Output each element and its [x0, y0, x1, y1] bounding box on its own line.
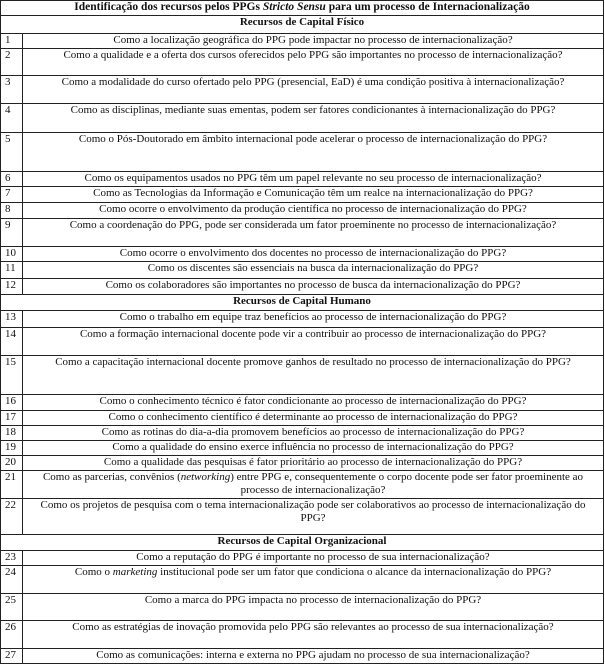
question-number: 24	[1, 565, 23, 593]
question-number: 22	[1, 499, 23, 535]
table-row	[1, 648, 604, 663]
question-text-part: Como os colaboradores são importantes no processo de busca da internacionalização do PPG?	[105, 278, 521, 291]
question-text	[23, 499, 604, 535]
table-row	[1, 565, 604, 593]
table-row	[1, 247, 604, 262]
table-row	[1, 187, 604, 202]
table-row	[1, 471, 604, 499]
question-number: 6	[1, 172, 23, 187]
question-text	[23, 594, 604, 621]
question-text	[23, 441, 604, 456]
table-row	[1, 104, 604, 132]
question-text-part: Como a modalidade do curso ofertado pelo PPG (presencial, EaD) é uma condição positiva à internacionalização?	[61, 76, 565, 89]
question-text	[23, 648, 604, 663]
table-row	[1, 425, 604, 440]
question-number: 2	[1, 48, 23, 75]
question-number: 9	[1, 218, 23, 246]
table-row	[1, 33, 604, 48]
question-number: 12	[1, 278, 23, 294]
table-row	[1, 356, 604, 395]
table-row	[1, 76, 604, 104]
question-text	[23, 311, 604, 327]
question-text	[23, 565, 604, 593]
table-row	[1, 621, 604, 648]
table-row	[1, 395, 604, 410]
table-row	[1, 311, 604, 327]
table-row	[1, 262, 604, 278]
question-text	[23, 471, 604, 499]
question-text-part: Como a formação internacional docente pode vir a contribuir ao processo de internacionalização do PPG?	[79, 327, 547, 340]
question-text	[23, 621, 604, 648]
question-number: 20	[1, 455, 23, 470]
question-text	[23, 172, 604, 187]
question-text-part: Como as rotinas do dia-a-dia promovem benefícios ao processo de internacionalização do PPG?	[101, 425, 525, 438]
question-text-part: Como o trabalho em equipe traz benefícios ao processo de internacionalização do PPG?	[119, 311, 507, 324]
question-number: 8	[1, 202, 23, 218]
question-text	[23, 278, 604, 294]
question-text-part: Como ocorre o envolvimento da produção científica no processo de internacionalização do PPG?	[99, 202, 527, 215]
question-text-part: Como a qualidade do ensino exerce influência no processo de internacionalização do PPG?	[112, 441, 514, 454]
question-number: 1	[1, 33, 23, 48]
table-row	[1, 202, 604, 218]
question-text-part: Como as parcerias, convênios (	[42, 471, 181, 483]
question-number: 19	[1, 441, 23, 456]
question-text	[23, 48, 604, 75]
table-title-text-end: para um processo de Internacionalização	[325, 1, 530, 13]
table-row	[1, 278, 604, 294]
section-heading-row	[1, 16, 604, 33]
question-text	[23, 262, 604, 278]
table-title-italic: Stricto Sensu	[262, 1, 326, 13]
question-number: 14	[1, 327, 23, 355]
section-heading-row	[1, 535, 604, 550]
question-number: 27	[1, 648, 23, 663]
table-title-row	[1, 1, 604, 16]
section-heading: Recursos de Capital Organizacional	[1, 535, 604, 550]
question-text-part: Como o conhecimento científico é determinante ao processo de internacionalização do PPG?	[108, 410, 518, 423]
section-heading-row	[1, 295, 604, 311]
question-text-part: Como ocorre o envolvimento dos docentes no processo de internacionalização do PPG?	[119, 247, 507, 260]
question-text	[23, 104, 604, 132]
question-text-italic: marketing	[112, 565, 158, 578]
question-text-part: Como a capacitação internacional docente promove ganhos de resultado no processo de internacionalização do PPG?	[55, 356, 571, 369]
question-text	[23, 132, 604, 171]
question-text-part: Como o conhecimento técnico é fator condicionante ao processo de internacionalização do PPG?	[99, 395, 527, 408]
question-text	[23, 550, 604, 565]
question-text-part: Como o Pós-Doutorado em âmbito internacional pode acelerar o processo de internacionalização do PPG?	[78, 132, 548, 145]
question-text-part: institucional pode ser um fator que condiciona o alcance da internacionalização do PPG?	[157, 565, 552, 578]
question-number: 5	[1, 132, 23, 171]
table-row	[1, 441, 604, 456]
question-number: 3	[1, 76, 23, 104]
question-number: 26	[1, 621, 23, 648]
question-text-part: Como as disciplinas, mediante suas ementas, podem ser fatores condicionantes à internacionalização do PPG?	[70, 104, 556, 117]
question-text-part: Como as comunicações: interna e externa no PPG ajudam no processo de sua internacionalização?	[96, 648, 530, 661]
question-text-part: Como as Tecnologias da Informação e Comunicação têm um realce na internacionalização do PPG?	[93, 187, 533, 200]
question-text-part: Como a coordenação do PPG, pode ser considerada um fator proeminente no processo de internacionalização?	[69, 218, 557, 231]
question-text	[23, 395, 604, 410]
question-text-part: Como a qualidade e a oferta dos cursos oferecidos pelo PPG são importantes no processo de internacionalização?	[63, 48, 563, 61]
question-number: 23	[1, 550, 23, 565]
question-text-part: Como os projetos de pesquisa com o tema internacionalização pode ser colaborativos ao processo de internacionalização do PPG?	[40, 499, 586, 524]
question-text	[23, 247, 604, 262]
table-title-text: Identificação dos recursos pelos PPGs	[74, 1, 263, 13]
question-text-part: Como o	[74, 565, 113, 578]
table-title	[1, 1, 604, 16]
question-number: 21	[1, 471, 23, 499]
table-row	[1, 455, 604, 470]
table-row	[1, 172, 604, 187]
question-text-part: ) entre PPG e, consequentemente o corpo docente pode ser fator proeminente ao processo de internacionalização?	[230, 471, 584, 496]
question-text	[23, 425, 604, 440]
question-number: 13	[1, 311, 23, 327]
section-heading: Recursos de Capital Humano	[1, 295, 604, 311]
question-text-part: Como os equipamentos usados no PPG têm um papel relevante no seu processo de internacionalização?	[84, 172, 542, 185]
resources-table-body	[1, 1, 604, 664]
question-text	[23, 218, 604, 246]
question-number: 15	[1, 356, 23, 395]
question-text	[23, 327, 604, 355]
question-text-part: Como as estratégias de inovação promovida pelo PPG são relevantes ao processo de sua internacionalização?	[72, 621, 554, 634]
question-number: 16	[1, 395, 23, 410]
table-row	[1, 218, 604, 246]
table-row	[1, 132, 604, 171]
question-text	[23, 33, 604, 48]
question-number: 4	[1, 104, 23, 132]
question-text-part: Como a localização geográfica do PPG pode impactar no processo de internacionalização?	[113, 33, 513, 46]
question-number: 18	[1, 425, 23, 440]
question-number: 25	[1, 594, 23, 621]
question-number: 11	[1, 262, 23, 278]
question-text-italic: networking	[180, 471, 231, 483]
table-row	[1, 327, 604, 355]
question-text-part: Como a reputação do PPG é importante no processo de sua internacionalização?	[136, 550, 490, 563]
table-row	[1, 499, 604, 535]
question-text-part: Como a qualidade das pesquisas é fator prioritário ao processo de internacionalização do PPG?	[103, 455, 523, 468]
question-text-part: Como a marca do PPG impacta no processo de internacionalização do PPG?	[144, 594, 482, 607]
question-number: 10	[1, 247, 23, 262]
table-row	[1, 550, 604, 565]
question-text	[23, 410, 604, 425]
question-text	[23, 202, 604, 218]
table-row	[1, 594, 604, 621]
question-number: 7	[1, 187, 23, 202]
question-number: 17	[1, 410, 23, 425]
table-row	[1, 48, 604, 75]
table-row	[1, 410, 604, 425]
question-text	[23, 356, 604, 395]
question-text	[23, 76, 604, 104]
question-text	[23, 455, 604, 470]
question-text	[23, 187, 604, 202]
section-heading: Recursos de Capital Físico	[1, 16, 604, 33]
question-text-part: Como os discentes são essenciais na busca da internacionalização do PPG?	[147, 262, 479, 275]
